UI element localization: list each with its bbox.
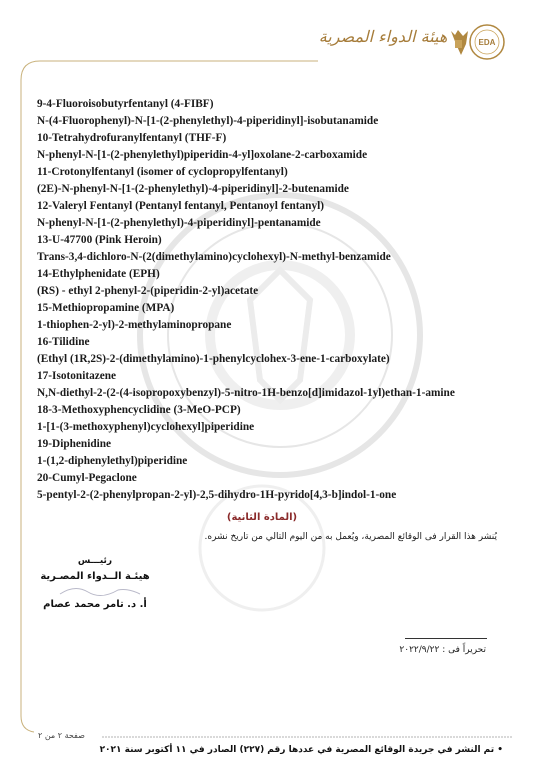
publication-footnote: • تم النشر في جريدة الوقائع المصرية في عددها رقم (٢٢٧) الصادر في ١١ أكتوبر سنة ٢٠٢١ [99,745,503,755]
substance-item [37,300,517,334]
substance-name: 9-4-Fluoroisobutyrfentanyl (4-FIBF) [37,98,214,110]
eda-logo [470,25,504,59]
substance-item [37,130,517,164]
signatory-organization: هيئـة الــدواء المصـرية [40,571,150,582]
substance-name: 19-Diphenidine [37,438,112,450]
substance-item [37,368,517,402]
issue-date: تحريراً فى : ٢٠٢٢/٩/٢٢ [399,645,486,655]
substance-name: 14-Ethylphenidate (EPH) [37,268,160,280]
substance-name: 18-3-Methoxyphencyclidine (3-MeO-PCP) [37,404,241,416]
eda-logo-text: EDA [478,38,496,47]
signatory-title: رئيـــس [77,556,113,566]
substance-name: 13-U-47700 (Pink Heroin) [37,234,162,246]
signature-block [25,553,165,613]
substance-item [37,334,517,368]
substance-chemical-name: N,N-diethyl-2-(2-(4-isopropoxybenzyl)-5-nitro-1H-benzo[d]imidazol-1yl)ethan-1-amine [37,387,455,399]
substance-name: 11-Crotonylfentanyl (isomer of cyclopropylfentanyl) [37,166,288,178]
authority-name-header: هيئة الدواء المصرية [318,27,448,46]
substance-name: 15-Methiopropamine (MPA) [37,302,175,314]
date-divider [405,638,487,639]
substance-chemical-name: 1-(1,2-diphenylethyl)piperidine [37,455,188,467]
substance-chemical-name: N-phenyl-N-[1-(2-phenylethyl)-4-piperidinyl]-pentanamide [37,217,321,229]
substance-name: 17-Isotonitazene [37,370,117,382]
substance-chemical-name: (Ethyl (1R,2S)-2-(dimethylamino)-1-phenylcyclohex-3-ene-1-carboxylate) [37,353,390,365]
substance-chemical-name: Trans-3,4-dichloro-N-(2(dimethylamino)cyclohexyl)-N-methyl-benzamide [37,251,391,263]
substance-chemical-name: 5-pentyl-2-(2-phenylpropan-2-yl)-2,5-dihydro-1H-pyrido[4,3-b]indol-1-one [37,489,397,501]
substance-chemical-name: (RS) - ethyl 2-phenyl-2-(piperidin-2-yl)acetate [37,285,259,297]
substance-chemical-name: 1-thiophen-2-yl)-2-methylaminopropane [37,319,232,331]
article-heading: (المادة الثانية) [226,512,298,523]
page-number: صفحة ٢ من ٢ [38,731,85,740]
article-body: يُنشر هذا القرار فى الوقائع المصرية، ويُعمل به من اليوم التالي من تاريخ نشره. [204,532,497,542]
signatory-name: أ. د. تامر محمد عصام [43,599,147,610]
substance-name: 10-Tetrahydrofuranylfentanyl (THF-F) [37,132,227,144]
substance-chemical-name: N-(4-Fluorophenyl)-N-[1-(2-phenylethyl)-4-piperidinyl]-isobutanamide [37,115,379,127]
substance-item [37,96,517,130]
substance-item [37,232,517,266]
signature-space [25,585,165,597]
substance-item [37,198,517,232]
substance-name: 12-Valeryl Fentanyl (Pentanyl fentanyl, Pentanoyl fentanyl) [37,200,325,212]
substance-chemical-name: 1-[1-(3-methoxyphenyl)cyclohexyl]piperidine [37,421,255,433]
substance-name: 20-Cumyl-Pegaclone [37,472,137,484]
substance-chemical-name: (2E)-N-phenyl-N-[1-(2-phenylethyl)-4-piperidinyl]-2-butenamide [37,183,349,195]
substance-item [37,470,517,504]
substance-name: 16-Tilidine [37,336,90,348]
substance-chemical-name: N-phenyl-N-[1-(2-phenylethyl)piperidin-4-yl]oxolane-2-carboxamide [37,149,368,161]
substance-item [37,164,517,198]
eagle-emblem-icon [451,30,468,55]
substance-item [37,266,517,300]
substance-item [37,402,517,436]
substance-item [37,436,517,470]
substance-list [37,96,517,504]
